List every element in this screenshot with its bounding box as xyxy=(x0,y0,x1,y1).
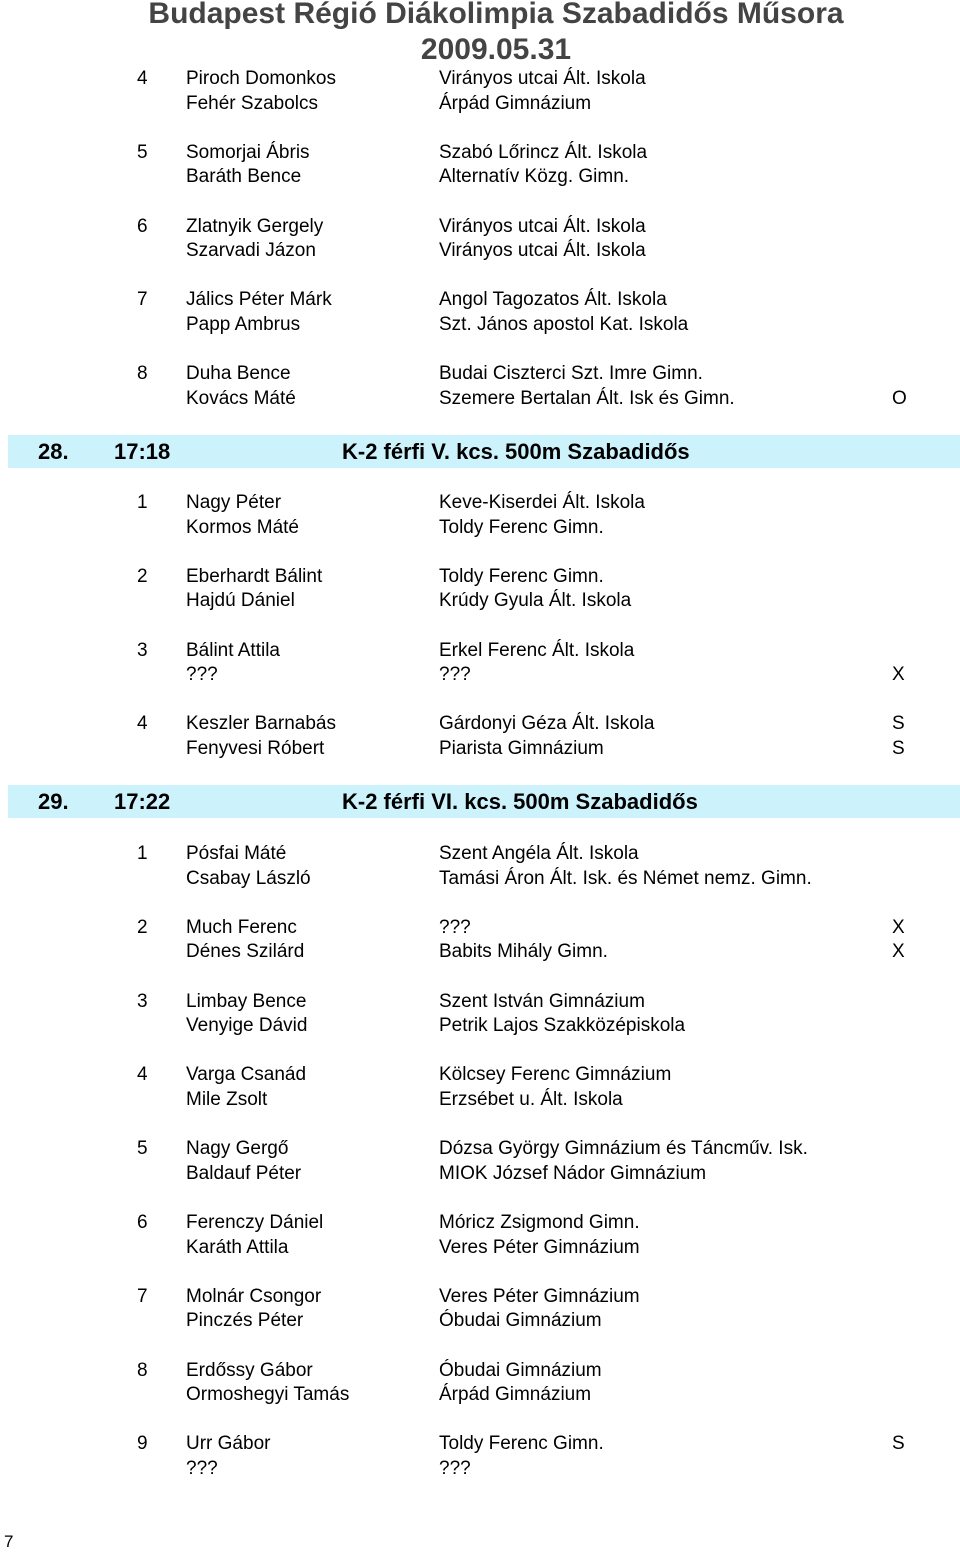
entry-name: Fehér Szabolcs xyxy=(186,92,319,114)
entry-name: Much Ferenc xyxy=(186,916,297,938)
entry-school: Babits Mihály Gimn. xyxy=(439,941,608,963)
entry-name: Somorjai Ábris xyxy=(186,141,310,163)
entry-school: Virányos utcai Ált. Iskola xyxy=(439,68,646,89)
entry-school: Erkel Ferenc Ált. Iskola xyxy=(439,639,635,661)
entry-name: Limbay Bence xyxy=(186,990,307,1012)
entry-flag: X xyxy=(892,664,905,686)
entry-name: Erdőssy Gábor xyxy=(186,1359,313,1381)
table-row xyxy=(0,662,960,687)
table-row xyxy=(0,588,960,613)
entry-flag: O xyxy=(892,387,907,409)
table-row xyxy=(0,866,960,891)
table-row xyxy=(0,66,960,91)
entry-school: Keve-Kiserdei Ált. Iskola xyxy=(439,492,645,513)
entry-lane-number: 7 xyxy=(137,289,148,311)
entry-name: Hajdú Dániel xyxy=(186,590,295,612)
race-time: 17:22 xyxy=(114,789,171,814)
entry-name: Baráth Bence xyxy=(186,166,302,188)
entry-school: Budai Ciszterci Szt. Imre Gimn. xyxy=(439,363,703,385)
table-row xyxy=(0,386,960,411)
entry-school: Szt. János apostol Kat. Iskola xyxy=(439,314,689,335)
table-row xyxy=(0,1456,960,1481)
race-header-29 xyxy=(8,785,960,818)
race-title: K-2 férfi VI. kcs. 500m Szabadidős xyxy=(342,789,698,814)
entry-lane-number: 7 xyxy=(137,1285,148,1307)
entry-school: Móricz Zsigmond Gimn. xyxy=(439,1212,640,1233)
entry-school: Veres Péter Gimnázium xyxy=(439,1285,640,1307)
table-row xyxy=(0,312,960,337)
entry-name: Venyige Dávid xyxy=(186,1015,308,1037)
entry-lane-number: 6 xyxy=(137,215,148,237)
entry-school: Piarista Gimnázium xyxy=(439,738,604,759)
table-row xyxy=(0,361,960,386)
table-row xyxy=(0,1235,960,1260)
entry-school: Toldy Ferenc Gimn. xyxy=(439,516,604,538)
table-row xyxy=(0,490,960,515)
page-date: 2009.05.31 xyxy=(420,33,572,66)
entry-name: Papp Ambrus xyxy=(186,314,301,335)
table-row xyxy=(0,638,960,663)
table-row xyxy=(0,1136,960,1161)
table-row xyxy=(0,515,960,540)
entry-name: Bálint Attila xyxy=(186,639,280,661)
entry-name: Duha Bence xyxy=(186,363,291,385)
entry-school: Virányos utcai Ált. Iskola xyxy=(439,240,646,262)
entry-school: Toldy Ferenc Gimn. xyxy=(439,565,604,587)
entry-lane-number: 4 xyxy=(137,713,148,735)
entry-school: Óbudai Gimnázium xyxy=(439,1359,602,1381)
entry-lane-number: 3 xyxy=(137,990,148,1012)
entry-lane-number: 1 xyxy=(137,843,148,864)
entry-school: Alternatív Közg. Gimn. xyxy=(439,166,630,188)
table-row xyxy=(0,140,960,165)
table-row xyxy=(0,1013,960,1038)
entry-school: Erzsébet u. Ált. Iskola xyxy=(439,1089,623,1110)
table-row xyxy=(0,287,960,312)
race-title: K-2 férfi V. kcs. 500m Szabadidős xyxy=(342,439,690,464)
race-number: 29. xyxy=(38,789,69,814)
table-row xyxy=(0,1161,960,1186)
entry-lane-number: 1 xyxy=(137,492,148,513)
table-row xyxy=(0,711,960,736)
table-row xyxy=(0,1382,960,1407)
table-row xyxy=(0,1284,960,1309)
table-row xyxy=(0,1062,960,1087)
entry-name: Nagy Péter xyxy=(186,492,282,513)
entry-school: Veres Péter Gimnázium xyxy=(439,1236,640,1258)
entry-name: Pósfai Máté xyxy=(186,843,287,864)
entry-name: Szarvadi Jázon xyxy=(186,240,316,262)
entry-flag: S xyxy=(892,713,905,735)
entry-school: ??? xyxy=(439,664,471,686)
race-header-28 xyxy=(8,435,960,468)
entry-lane-number: 5 xyxy=(137,141,148,163)
entry-flag: X xyxy=(892,916,905,938)
table-row xyxy=(0,939,960,964)
entry-school: Krúdy Gyula Ált. Iskola xyxy=(439,590,632,612)
entry-name: Kovács Máté xyxy=(186,387,296,409)
table-row xyxy=(0,1431,960,1456)
entry-name: Zlatnyik Gergely xyxy=(186,215,324,237)
table-row xyxy=(0,989,960,1014)
entry-lane-number: 4 xyxy=(137,1064,148,1086)
entry-school: Dózsa György Gimnázium és Táncműv. Isk. xyxy=(439,1138,808,1160)
entry-name: Fenyvesi Róbert xyxy=(186,738,325,759)
entry-name: Baldauf Péter xyxy=(186,1162,302,1184)
entry-school: Angol Tagozatos Ált. Iskola xyxy=(439,289,667,311)
entry-school: Gárdonyi Géza Ált. Iskola xyxy=(439,713,655,735)
page-number: 7 xyxy=(4,1532,14,1551)
race-time: 17:18 xyxy=(114,439,171,464)
entry-name: Keszler Barnabás xyxy=(186,713,336,735)
entry-name: Molnár Csongor xyxy=(186,1285,322,1307)
entry-name: Ferenczy Dániel xyxy=(186,1212,324,1233)
table-row xyxy=(0,164,960,189)
entry-flag: S xyxy=(892,1433,905,1455)
entry-name: Piroch Domonkos xyxy=(186,68,336,89)
entry-lane-number: 3 xyxy=(137,639,148,661)
entry-school: Árpád Gimnázium xyxy=(439,1384,592,1406)
entry-lane-number: 8 xyxy=(137,363,148,385)
table-row xyxy=(0,841,960,866)
entry-name: Urr Gábor xyxy=(186,1433,271,1455)
entry-name: Eberhardt Bálint xyxy=(186,565,323,587)
table-row xyxy=(0,1308,960,1333)
entry-name: Csabay László xyxy=(186,867,311,889)
entry-school: ??? xyxy=(439,916,471,938)
entry-school: Óbudai Gimnázium xyxy=(439,1310,602,1332)
table-row xyxy=(0,564,960,589)
entry-lane-number: 8 xyxy=(137,1359,148,1381)
entry-lane-number: 2 xyxy=(137,565,148,587)
entry-name: Ormoshegyi Tamás xyxy=(186,1384,350,1406)
entry-flag: X xyxy=(892,941,905,963)
entry-lane-number: 9 xyxy=(137,1433,148,1455)
entry-name: Jálics Péter Márk xyxy=(186,289,332,311)
entry-name: Mile Zsolt xyxy=(186,1089,268,1110)
entry-school: Virányos utcai Ált. Iskola xyxy=(439,215,646,237)
entry-lane-number: 2 xyxy=(137,916,148,938)
table-row xyxy=(0,1210,960,1235)
entry-school: Petrik Lajos Szakközépiskola xyxy=(439,1015,686,1037)
entry-name: Dénes Szilárd xyxy=(186,941,305,963)
entry-school: Szemere Bertalan Ált. Isk és Gimn. xyxy=(439,387,735,409)
entry-lane-number: 6 xyxy=(137,1212,148,1233)
entry-flag: S xyxy=(892,738,905,759)
entry-school: Toldy Ferenc Gimn. xyxy=(439,1433,604,1455)
entry-school: ??? xyxy=(439,1458,471,1479)
entry-school: Szent Angéla Ált. Iskola xyxy=(439,843,639,864)
entry-name: Nagy Gergő xyxy=(186,1138,289,1160)
table-row xyxy=(0,1087,960,1112)
entry-school: MIOK József Nádor Gimnázium xyxy=(439,1162,707,1184)
table-row xyxy=(0,736,960,761)
page-title: Budapest Régió Diákolimpia Szabadidős Műsora xyxy=(148,0,844,30)
entry-school: Tamási Áron Ált. Isk. és Német nemz. Gimn. xyxy=(439,867,812,889)
table-row xyxy=(0,91,960,116)
entry-name: ??? xyxy=(186,1458,218,1479)
entry-name: Varga Csanád xyxy=(186,1064,307,1086)
table-row xyxy=(0,214,960,239)
entry-name: Pinczés Péter xyxy=(186,1310,304,1332)
entry-lane-number: 4 xyxy=(137,68,148,89)
entry-name: ??? xyxy=(186,664,218,686)
entry-name: Karáth Attila xyxy=(186,1236,289,1258)
entry-school: Szent István Gimnázium xyxy=(439,990,645,1012)
table-row xyxy=(0,1358,960,1383)
table-row xyxy=(0,238,960,263)
entry-school: Kölcsey Ferenc Gimnázium xyxy=(439,1064,672,1086)
race-number: 28. xyxy=(38,439,69,464)
entry-lane-number: 5 xyxy=(137,1138,148,1160)
table-row xyxy=(0,915,960,940)
entry-school: Szabó Lőrincz Ált. Iskola xyxy=(439,141,648,163)
entry-name: Kormos Máté xyxy=(186,516,299,538)
entry-school: Árpád Gimnázium xyxy=(439,92,592,114)
